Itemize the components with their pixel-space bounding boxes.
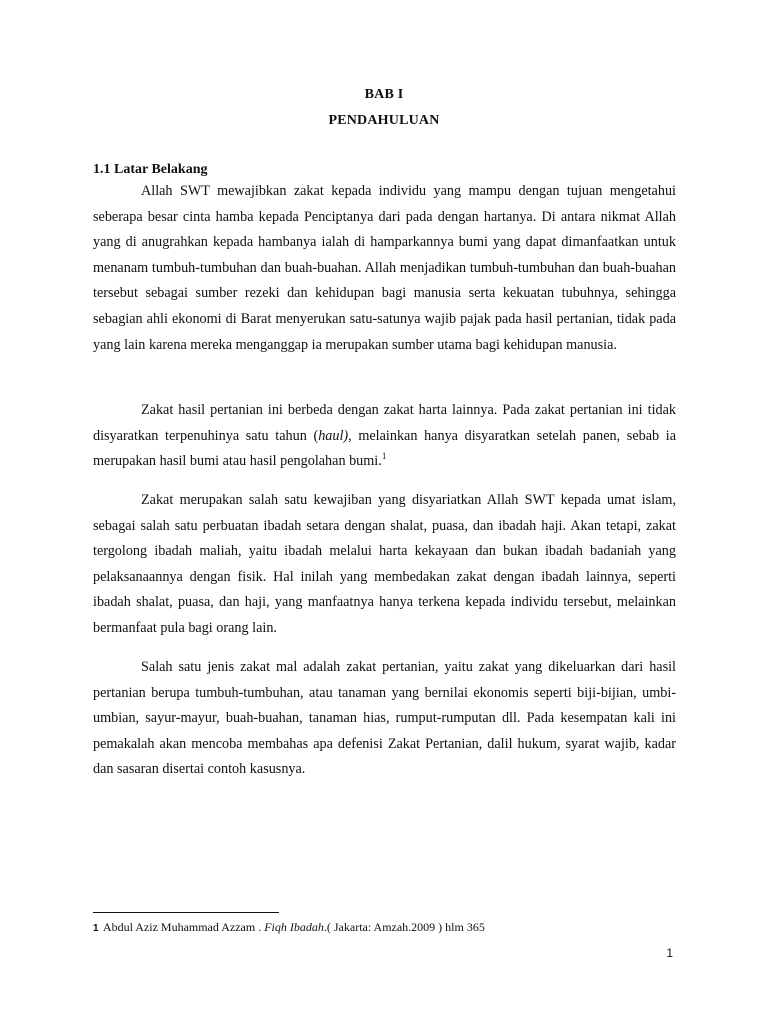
footnote-details: .( Jakarta: Amzah.2009 ) hlm 365 xyxy=(323,920,485,934)
paragraph-2-italic-term: haul) xyxy=(318,427,349,444)
footnote-author: Abdul Aziz Muhammad Azzam . xyxy=(102,920,265,934)
paragraph-2-text-end: , melainkan hanya disyaratkan setelah panen, sebab ia merupakan hasil bumi atau hasil pengolahan bumi. xyxy=(93,427,676,470)
footnote-number: 1 xyxy=(93,923,99,934)
paragraph-4: Salah satu jenis zakat mal adalah zakat pertanian, yaitu zakat yang dikeluarkan dari hasil pertanian berupa tumbuh-tumbuhan, atau tanaman yang bernilai ekonomis seperti biji-bijian, umbi-umbian, sayur-mayur, buah-buahan, tanaman hias, rumput-rumputan dll. Pada kesempatan kali ini pemakalah akan mencoba membahas apa defenisi Zakat Pertanian, dalil hukum, syarat wajib, kadar dan sasaran disertai contoh kasusnya. xyxy=(93,659,676,778)
paragraph-2 xyxy=(93,398,676,475)
footnote-reference[interactable]: 1 xyxy=(381,451,387,462)
paragraph-3: Zakat merupakan salah satu kewajiban yang disyariatkan Allah SWT kepada umat islam, sebagai salah satu perbuatan ibadah setara dengan shalat, puasa, dan ibadah haji. Akan tetapi, zakat tergolong ibadah maliah, yaitu ibadah melalui harta kekayaan dan bukan ibadah badaniah yang pelaksanaannya dengan fisik. Hal inilah yang membedakan zakat dengan ibadah lainnya, seperti ibadah shalat, puasa, dan haji, yang manfaatnya hanya terkena kepada individu tersebut, melainkan bermanfaat pula bagi orang lain. xyxy=(93,492,676,636)
chapter-number: BAB I xyxy=(364,87,404,102)
footnote-book-title: Fiqh Ibadah xyxy=(264,920,324,934)
footnote-separator xyxy=(93,912,279,913)
chapter-title: PENDAHULUAN xyxy=(328,113,440,128)
paragraph-1: Allah SWT mewajibkan zakat kepada individu yang mampu dengan tujuan mengetahui seberapa besar cinta hamba kepada Penciptanya dari pada dengan hartanya. Di antara nikmat Allah yang di anugrahkan kepada hambanya ialah di hamparkannya bumi yang dapat dimanfaatkan untuk menanam tumbuh-tumbuhan dan buah-buahan. Allah menjadikan tumbuh-tumbuhan dan buah-buahan tersebut sebagai sumber rezeki dan kehidupan bagi manusia serta kekuatan tubuhnya, sehingga sebagian ahli ekonomi di Barat menyerukan satu-satunya wajib pajak pada hasil pertanian, tidak pada yang lain karena mereka menganggap ia merupakan sumber utama bagi kehidupan manusia. xyxy=(93,183,676,353)
section-heading: 1.1 Latar Belakang xyxy=(93,162,208,177)
paragraph-2-text-start: Zakat hasil pertanian ini berbeda dengan zakat harta lainnya. Pada zakat pertanian ini tidak disyaratkan terpenuhinya satu tahun ( xyxy=(93,402,676,444)
footnote xyxy=(93,920,485,935)
page-number: 1 xyxy=(666,946,673,960)
